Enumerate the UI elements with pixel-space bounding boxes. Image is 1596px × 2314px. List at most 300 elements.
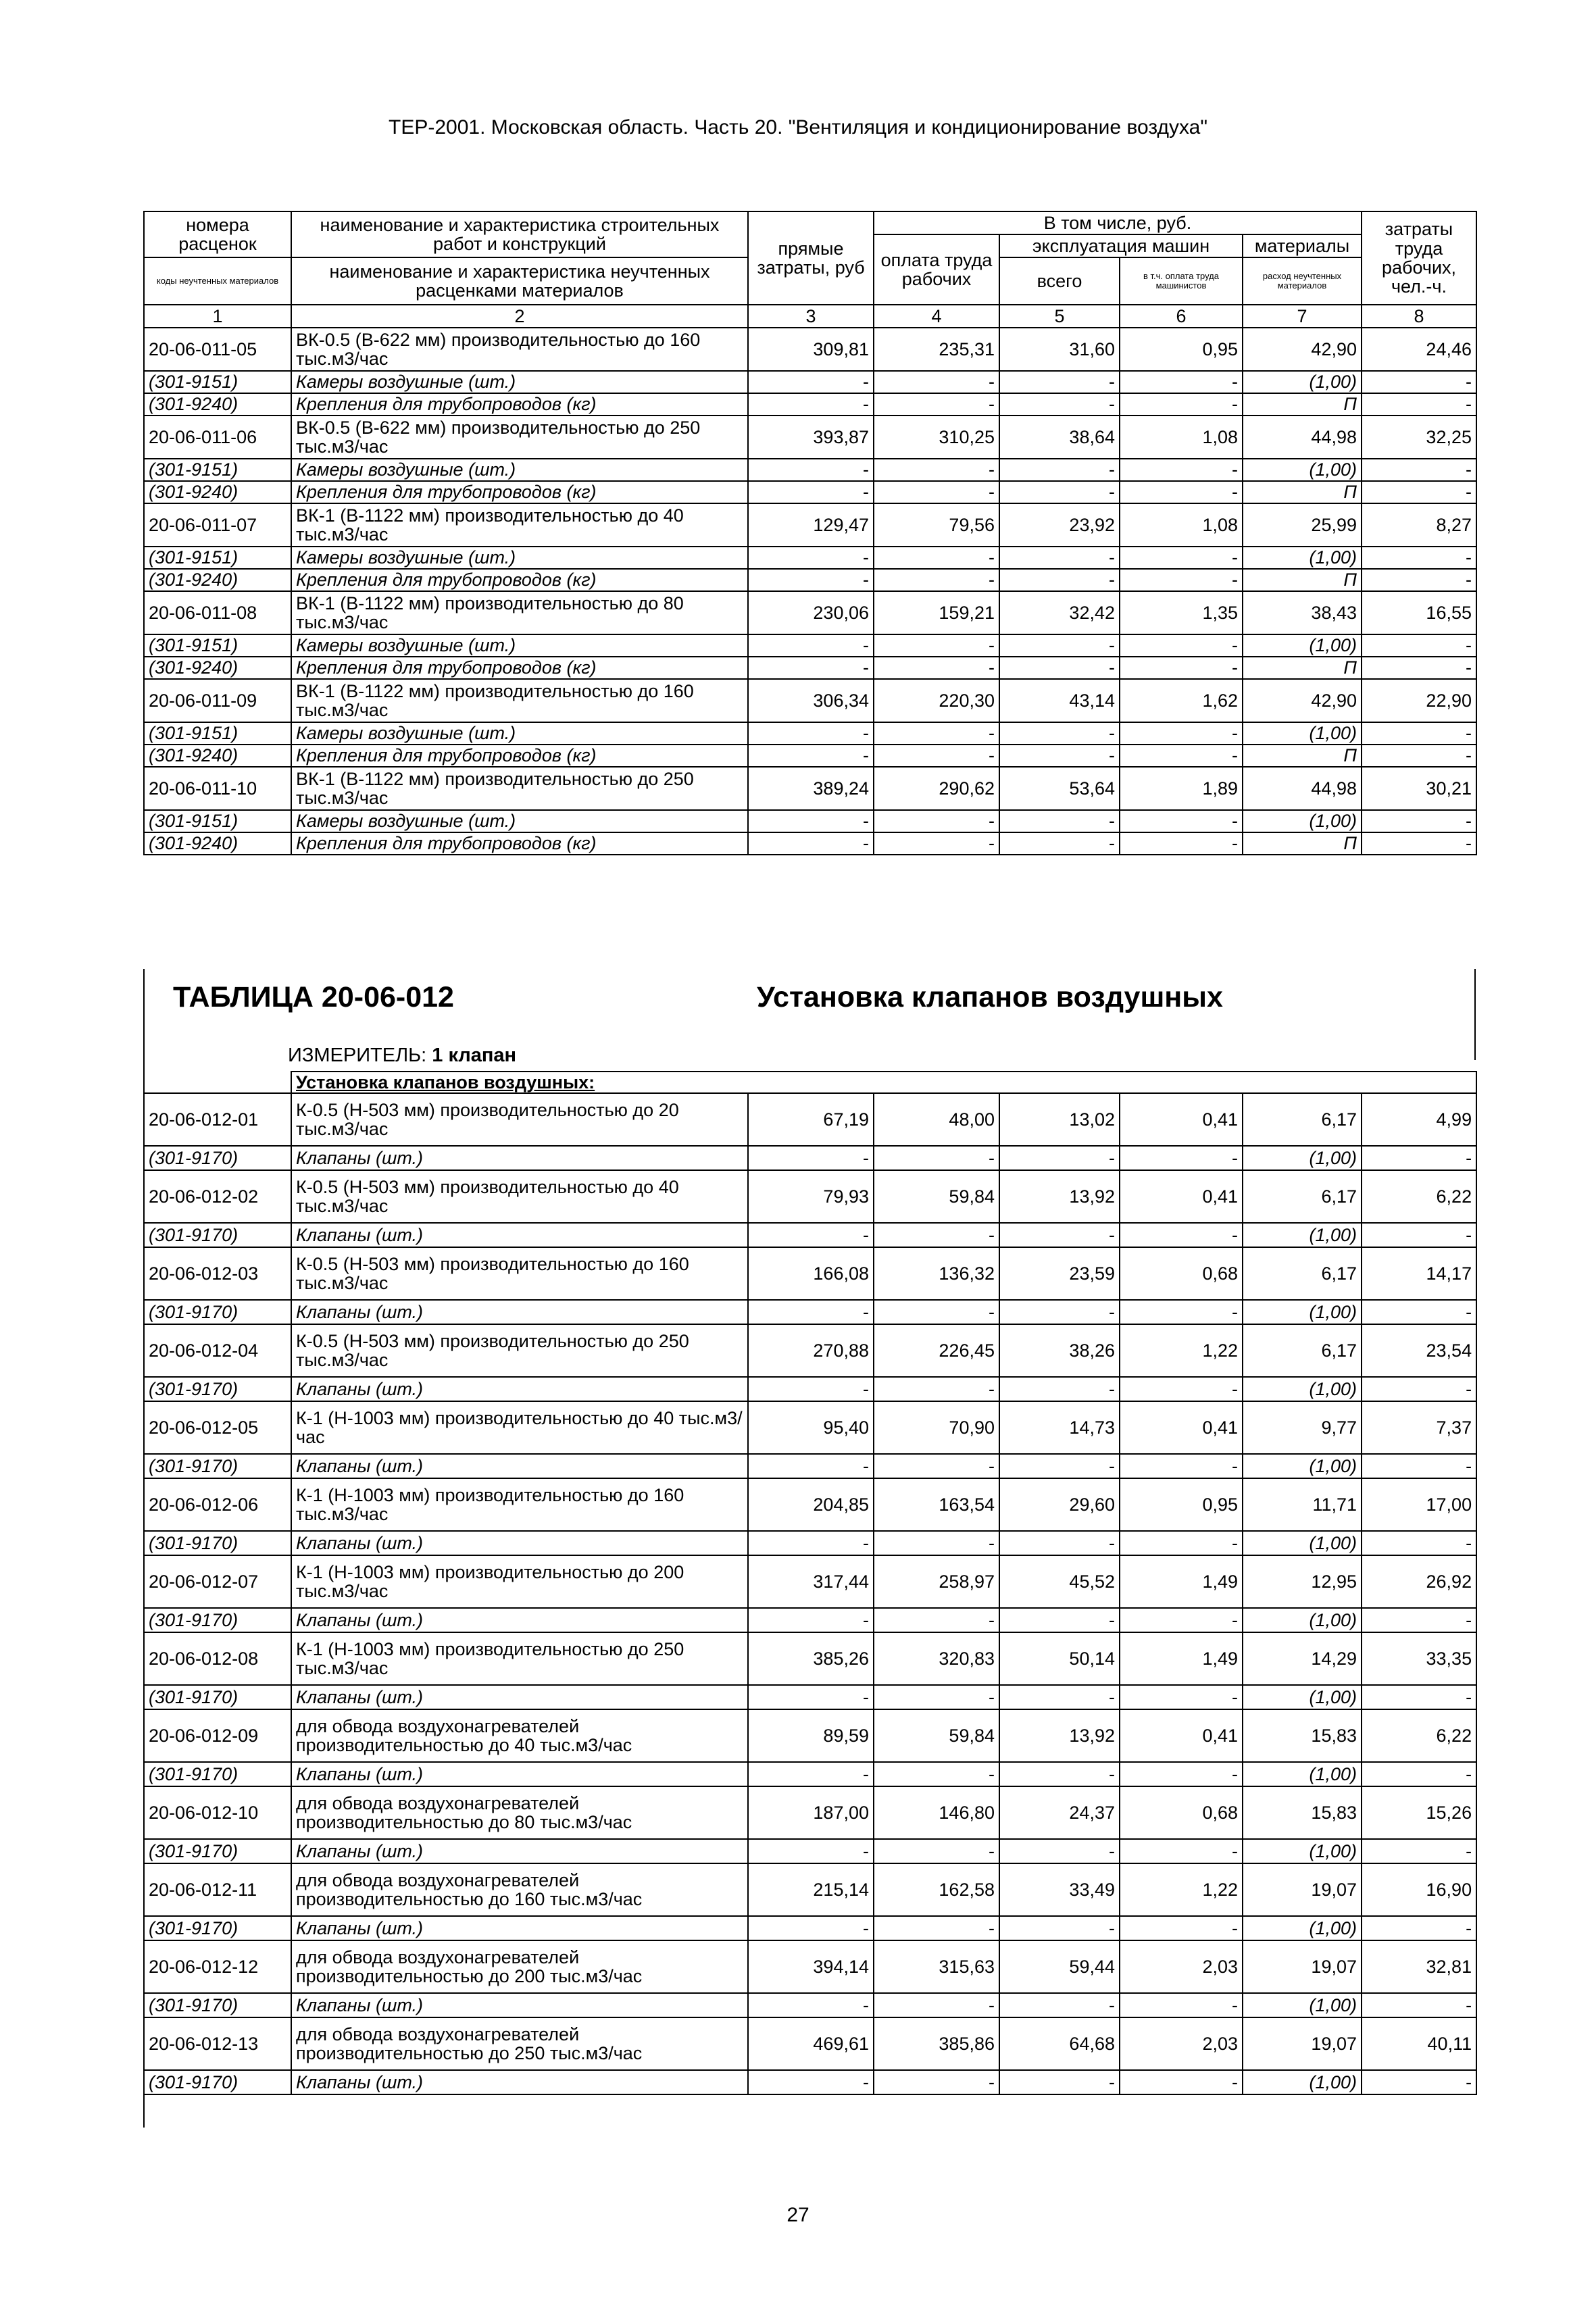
dash-cell: - — [874, 810, 999, 832]
material-name: Крепления для трубопроводов (кг) — [291, 393, 748, 416]
value-cell: 32,25 — [1362, 416, 1476, 459]
rate-description: К-1 (Н-1003 мм) производительностью до 160 тыс.м3/час — [291, 1478, 748, 1531]
table-row — [144, 1247, 1476, 1300]
rate-description: ВК-0.5 (В-622 мм) производительностью до 250 тыс.м3/час — [291, 416, 748, 459]
value-cell: 187,00 — [748, 1786, 874, 1839]
value-cell: 26,92 — [1362, 1555, 1476, 1608]
material-code: (301-9170) — [144, 2070, 291, 2094]
dash-cell: - — [1120, 1993, 1243, 2017]
value-cell: 6,17 — [1243, 1170, 1362, 1223]
value-cell: 469,61 — [748, 2017, 874, 2070]
value-cell: 17,00 — [1362, 1478, 1476, 1531]
dash-cell: - — [874, 1300, 999, 1324]
dash-cell: - — [748, 1685, 874, 1709]
dash-cell: - — [874, 1608, 999, 1632]
rate-description: К-0.5 (Н-503 мм) производительностью до 160 тыс.м3/час — [291, 1247, 748, 1300]
value-cell: 15,83 — [1243, 1786, 1362, 1839]
value-cell: 79,56 — [874, 503, 999, 547]
dash-cell: - — [1120, 547, 1243, 569]
value-cell: 44,98 — [1243, 767, 1362, 810]
dash-cell: - — [1362, 1146, 1476, 1170]
value-cell: 317,44 — [748, 1555, 874, 1608]
value-cell: 0,68 — [1120, 1786, 1243, 1839]
value-cell: 310,25 — [874, 416, 999, 459]
material-qty: (1,00) — [1243, 1608, 1362, 1632]
dash-cell: - — [999, 810, 1120, 832]
dash-cell: - — [874, 371, 999, 393]
value-cell: 230,06 — [748, 591, 874, 634]
dash-cell: - — [999, 832, 1120, 855]
material-qty: (1,00) — [1243, 1300, 1362, 1324]
material-name: Крепления для трубопроводов (кг) — [291, 832, 748, 855]
dash-cell: - — [999, 1916, 1120, 1940]
dash-cell: - — [874, 547, 999, 569]
material-row — [144, 393, 1476, 416]
dash-cell: - — [1120, 393, 1243, 416]
material-qty: (1,00) — [1243, 1223, 1362, 1247]
rate-description: для обвода воздухонагревателей производительностью до 40 тыс.м3/час — [291, 1709, 748, 1762]
value-cell: 320,83 — [874, 1632, 999, 1685]
table-row — [144, 591, 1476, 634]
table-row — [144, 416, 1476, 459]
dash-cell: - — [1120, 722, 1243, 745]
material-row — [144, 1223, 1476, 1247]
dash-cell: - — [1120, 459, 1243, 481]
rate-description: ВК-1 (В-1122 мм) производительностью до 250 тыс.м3/час — [291, 767, 748, 810]
rate-code: 20-06-011-06 — [144, 416, 291, 459]
dash-cell: - — [874, 657, 999, 679]
table-row — [144, 767, 1476, 810]
value-cell: 48,00 — [874, 1093, 999, 1146]
material-qty: (1,00) — [1243, 1993, 1362, 2017]
rate-code: 20-06-012-09 — [144, 1709, 291, 1762]
value-cell: 0,41 — [1120, 1401, 1243, 1454]
material-qty: (1,00) — [1243, 1377, 1362, 1401]
material-code: (301-9170) — [144, 1608, 291, 1632]
dash-cell: - — [748, 1762, 874, 1786]
material-row — [144, 1762, 1476, 1786]
material-code: (301-9151) — [144, 722, 291, 745]
value-cell: 24,37 — [999, 1786, 1120, 1839]
dash-cell: - — [999, 1146, 1120, 1170]
dash-cell: - — [999, 547, 1120, 569]
value-cell: 15,83 — [1243, 1709, 1362, 1762]
page-header: ТЕР-2001. Московская область. Часть 20. "Вентиляция и кондиционирование воздуха" — [389, 116, 1207, 139]
frame-right — [1474, 969, 1476, 1060]
value-cell: 0,41 — [1120, 1170, 1243, 1223]
value-cell: 1,08 — [1120, 503, 1243, 547]
dash-cell: - — [1362, 569, 1476, 591]
dash-cell: - — [1362, 1839, 1476, 1863]
material-name: Клапаны (шт.) — [291, 1839, 748, 1863]
value-cell: 59,84 — [874, 1709, 999, 1762]
value-cell: 95,40 — [748, 1401, 874, 1454]
rate-code: 20-06-011-05 — [144, 328, 291, 371]
dash-cell: - — [748, 459, 874, 481]
value-cell: 14,73 — [999, 1401, 1120, 1454]
dash-cell: - — [999, 2070, 1120, 2094]
value-cell: 6,17 — [1243, 1247, 1362, 1300]
value-cell: 89,59 — [748, 1709, 874, 1762]
material-row — [144, 459, 1476, 481]
value-cell: 79,93 — [748, 1170, 874, 1223]
dash-cell: - — [1120, 1223, 1243, 1247]
page-number: 27 — [787, 2204, 809, 2226]
value-cell: 38,26 — [999, 1324, 1120, 1377]
dash-cell: - — [1362, 1223, 1476, 1247]
material-row — [144, 1993, 1476, 2017]
table-row — [144, 1478, 1476, 1531]
material-code: (301-9170) — [144, 1993, 291, 2017]
value-cell: 40,11 — [1362, 2017, 1476, 2070]
dash-cell: - — [1120, 634, 1243, 657]
value-cell: 22,90 — [1362, 679, 1476, 722]
material-row — [144, 569, 1476, 591]
col-num: 6 — [1120, 305, 1243, 328]
dash-cell: - — [999, 1223, 1120, 1247]
table-number: ТАБЛИЦА 20-06-012 — [173, 981, 454, 1013]
value-cell: 7,37 — [1362, 1401, 1476, 1454]
dash-cell: - — [999, 722, 1120, 745]
material-row — [144, 547, 1476, 569]
rate-code: 20-06-011-08 — [144, 591, 291, 634]
dash-cell: - — [748, 745, 874, 767]
rate-description: для обвода воздухонагревателей производительностью до 250 тыс.м3/час — [291, 2017, 748, 2070]
machines-header: эксплуатация машин — [999, 234, 1243, 257]
material-code: (301-9151) — [144, 810, 291, 832]
rate-code: 20-06-012-10 — [144, 1786, 291, 1839]
value-cell: 32,42 — [999, 591, 1120, 634]
dash-cell: - — [874, 1531, 999, 1555]
value-cell: 23,54 — [1362, 1324, 1476, 1377]
value-cell: 31,60 — [999, 328, 1120, 371]
material-name: Клапаны (шт.) — [291, 2070, 748, 2094]
rate-code: 20-06-011-09 — [144, 679, 291, 722]
rate-description: ВК-1 (В-1122 мм) производительностью до 160 тыс.м3/час — [291, 679, 748, 722]
value-cell: 53,64 — [999, 767, 1120, 810]
meter — [288, 1045, 516, 1067]
value-cell: 385,26 — [748, 1632, 874, 1685]
material-qty: (1,00) — [1243, 2070, 1362, 2094]
material-name: Клапаны (шт.) — [291, 1993, 748, 2017]
dash-cell: - — [1362, 1762, 1476, 1786]
dash-cell: - — [1362, 1685, 1476, 1709]
value-cell: 204,85 — [748, 1478, 874, 1531]
rate-description: К-0.5 (Н-503 мм) производительностью до 20 тыс.м3/час — [291, 1093, 748, 1146]
material-name: Клапаны (шт.) — [291, 1531, 748, 1555]
material-qty: (1,00) — [1243, 1146, 1362, 1170]
dash-cell: - — [748, 481, 874, 503]
dash-cell: - — [874, 1223, 999, 1247]
material-name: Камеры воздушные (шт.) — [291, 810, 748, 832]
value-cell: 146,80 — [874, 1786, 999, 1839]
value-cell: 32,81 — [1362, 1940, 1476, 1993]
material-row — [144, 1685, 1476, 1709]
table-row — [144, 1786, 1476, 1839]
value-cell: 220,30 — [874, 679, 999, 722]
column-numbers-row — [144, 305, 1476, 328]
material-code: (301-9170) — [144, 1377, 291, 1401]
dash-cell: - — [1120, 657, 1243, 679]
material-name: Клапаны (шт.) — [291, 1762, 748, 1786]
value-cell: 0,95 — [1120, 1478, 1243, 1531]
rate-description: для обвода воздухонагревателей производительностью до 200 тыс.м3/час — [291, 1940, 748, 1993]
value-cell: 6,17 — [1243, 1093, 1362, 1146]
material-row — [144, 810, 1476, 832]
rate-code: 20-06-012-05 — [144, 1401, 291, 1454]
table-header — [144, 211, 1476, 328]
table-body — [144, 1093, 1476, 2094]
rate-code: 20-06-012-03 — [144, 1247, 291, 1300]
material-qty: П — [1243, 832, 1362, 855]
table-name: Установка клапанов воздушных — [757, 981, 1223, 1013]
material-qty: П — [1243, 569, 1362, 591]
dash-cell: - — [1120, 1531, 1243, 1555]
col-num: 1 — [144, 305, 291, 328]
dash-cell: - — [748, 1223, 874, 1247]
value-cell: 25,99 — [1243, 503, 1362, 547]
value-cell: 394,14 — [748, 1940, 874, 1993]
col-1-bottom: коды неучтенных материалов — [144, 257, 291, 305]
dash-cell: - — [748, 1993, 874, 2017]
material-name: Клапаны (шт.) — [291, 1454, 748, 1478]
value-cell: 1,62 — [1120, 679, 1243, 722]
value-cell: 270,88 — [748, 1324, 874, 1377]
dash-cell: - — [999, 1300, 1120, 1324]
rate-code: 20-06-012-06 — [144, 1478, 291, 1531]
materials-header: материалы — [1243, 234, 1362, 257]
value-cell: 38,64 — [999, 416, 1120, 459]
value-cell: 1,35 — [1120, 591, 1243, 634]
material-name: Клапаны (шт.) — [291, 1223, 748, 1247]
value-cell: 1,49 — [1120, 1555, 1243, 1608]
dash-cell: - — [1362, 371, 1476, 393]
material-code: (301-9170) — [144, 1916, 291, 1940]
rate-description: К-1 (Н-1003 мм) производительностью до 200 тыс.м3/час — [291, 1555, 748, 1608]
dash-cell: - — [874, 1454, 999, 1478]
value-cell: 19,07 — [1243, 1863, 1362, 1916]
dash-cell: - — [1120, 1762, 1243, 1786]
dash-cell: - — [748, 722, 874, 745]
value-cell: 0,41 — [1120, 1093, 1243, 1146]
value-cell: 12,95 — [1243, 1555, 1362, 1608]
value-cell: 0,95 — [1120, 328, 1243, 371]
value-cell: 6,17 — [1243, 1324, 1362, 1377]
value-cell: 42,90 — [1243, 679, 1362, 722]
rate-code: 20-06-011-10 — [144, 767, 291, 810]
dash-cell: - — [999, 634, 1120, 657]
value-cell: 13,92 — [999, 1709, 1120, 1762]
material-code: (301-9151) — [144, 634, 291, 657]
value-cell: 45,52 — [999, 1555, 1120, 1608]
value-cell: 50,14 — [999, 1632, 1120, 1685]
value-cell: 1,22 — [1120, 1863, 1243, 1916]
material-name: Крепления для трубопроводов (кг) — [291, 745, 748, 767]
dash-cell: - — [999, 1762, 1120, 1786]
material-code: (301-9240) — [144, 832, 291, 855]
value-cell: 14,17 — [1362, 1247, 1476, 1300]
value-cell: 0,41 — [1120, 1709, 1243, 1762]
col-num: 7 — [1243, 305, 1362, 328]
table-row — [144, 1709, 1476, 1762]
table-row — [144, 1632, 1476, 1685]
material-row — [144, 745, 1476, 767]
material-name: Клапаны (шт.) — [291, 1608, 748, 1632]
meter-label: ИЗМЕРИТЕЛЬ: — [288, 1045, 427, 1066]
value-cell: 15,26 — [1362, 1786, 1476, 1839]
dash-cell: - — [748, 371, 874, 393]
dash-cell: - — [874, 634, 999, 657]
rate-description: ВК-1 (В-1122 мм) производительностью до 40 тыс.м3/час — [291, 503, 748, 547]
material-qty: (1,00) — [1243, 1916, 1362, 1940]
meter-value: 1 клапан — [432, 1045, 517, 1066]
value-cell: 1,22 — [1120, 1324, 1243, 1377]
dash-cell: - — [874, 832, 999, 855]
value-cell: 19,07 — [1243, 1940, 1362, 1993]
material-code: (301-9151) — [144, 459, 291, 481]
value-cell: 393,87 — [748, 416, 874, 459]
material-row — [144, 371, 1476, 393]
value-cell: 4,99 — [1362, 1093, 1476, 1146]
col-2-top: наименование и характеристика строительных работ и конструкций — [291, 211, 748, 257]
dash-cell: - — [748, 1377, 874, 1401]
dash-cell: - — [1120, 481, 1243, 503]
group-header: В том числе, руб. — [874, 211, 1362, 234]
value-cell: 159,21 — [874, 591, 999, 634]
dash-cell: - — [999, 1377, 1120, 1401]
dash-cell: - — [874, 481, 999, 503]
material-row — [144, 1608, 1476, 1632]
dash-cell: - — [1362, 547, 1476, 569]
col-num: 5 — [999, 305, 1120, 328]
material-code: (301-9170) — [144, 1531, 291, 1555]
material-code: (301-9240) — [144, 745, 291, 767]
rate-description: ВК-1 (В-1122 мм) производительностью до 80 тыс.м3/час — [291, 591, 748, 634]
dash-cell: - — [1120, 832, 1243, 855]
material-name: Камеры воздушные (шт.) — [291, 722, 748, 745]
value-cell: 235,31 — [874, 328, 999, 371]
material-qty: (1,00) — [1243, 1685, 1362, 1709]
dash-cell: - — [999, 1608, 1120, 1632]
rate-code: 20-06-012-07 — [144, 1555, 291, 1608]
material-code: (301-9170) — [144, 1146, 291, 1170]
dash-cell: - — [1120, 1916, 1243, 1940]
material-code: (301-9151) — [144, 547, 291, 569]
value-cell: 64,68 — [999, 2017, 1120, 2070]
dash-cell: - — [874, 459, 999, 481]
value-cell: 13,92 — [999, 1170, 1120, 1223]
dash-cell: - — [874, 1377, 999, 1401]
value-cell: 136,32 — [874, 1247, 999, 1300]
value-cell: 70,90 — [874, 1401, 999, 1454]
table-row — [144, 1170, 1476, 1223]
rate-description: К-0.5 (Н-503 мм) производительностью до 250 тыс.м3/час — [291, 1324, 748, 1377]
section-row — [144, 1072, 1476, 1093]
material-qty: (1,00) — [1243, 1839, 1362, 1863]
material-row — [144, 1377, 1476, 1401]
value-cell: 43,14 — [999, 679, 1120, 722]
dash-cell: - — [1362, 459, 1476, 481]
value-cell: 16,55 — [1362, 591, 1476, 634]
material-row — [144, 1454, 1476, 1478]
material-code: (301-9240) — [144, 657, 291, 679]
col-6-header: в т.ч. оплата труда машинистов — [1120, 257, 1243, 305]
dash-cell: - — [1362, 657, 1476, 679]
dash-cell: - — [874, 1146, 999, 1170]
table-row — [144, 1555, 1476, 1608]
value-cell: 44,98 — [1243, 416, 1362, 459]
dash-cell: - — [748, 1300, 874, 1324]
dash-cell: - — [1362, 810, 1476, 832]
value-cell: 59,84 — [874, 1170, 999, 1223]
material-qty: П — [1243, 657, 1362, 679]
dash-cell: - — [1362, 745, 1476, 767]
value-cell: 389,24 — [748, 767, 874, 810]
material-code: (301-9170) — [144, 1685, 291, 1709]
material-name: Камеры воздушные (шт.) — [291, 459, 748, 481]
dash-cell: - — [999, 1685, 1120, 1709]
material-qty: (1,00) — [1243, 371, 1362, 393]
material-name: Клапаны (шт.) — [291, 1685, 748, 1709]
dash-cell: - — [999, 1839, 1120, 1863]
value-cell: 23,92 — [999, 503, 1120, 547]
value-cell: 0,68 — [1120, 1247, 1243, 1300]
dash-cell: - — [874, 2070, 999, 2094]
col-8-header: затраты труда рабочих, чел.-ч. — [1362, 211, 1476, 305]
dash-cell: - — [874, 569, 999, 591]
material-code: (301-9240) — [144, 393, 291, 416]
dash-cell: - — [1362, 1608, 1476, 1632]
value-cell: 166,08 — [748, 1247, 874, 1300]
value-cell: 1,49 — [1120, 1632, 1243, 1685]
dash-cell: - — [1362, 2070, 1476, 2094]
rate-description: для обвода воздухонагревателей производительностью до 160 тыс.м3/час — [291, 1863, 748, 1916]
value-cell: 33,35 — [1362, 1632, 1476, 1685]
dash-cell: - — [1120, 810, 1243, 832]
dash-cell: - — [1120, 1377, 1243, 1401]
col-5-header: всего — [999, 257, 1120, 305]
dash-cell: - — [748, 1454, 874, 1478]
dash-cell: - — [874, 1993, 999, 2017]
dash-cell: - — [748, 547, 874, 569]
rate-description: К-1 (Н-1003 мм) производительностью до 40 тыс.м3/час — [291, 1401, 748, 1454]
col-num: 2 — [291, 305, 748, 328]
rate-code: 20-06-012-01 — [144, 1093, 291, 1146]
rate-code: 20-06-012-04 — [144, 1324, 291, 1377]
rate-code: 20-06-012-02 — [144, 1170, 291, 1223]
material-name: Крепления для трубопроводов (кг) — [291, 657, 748, 679]
col-1-top: номера расценок — [144, 211, 291, 257]
material-qty: П — [1243, 393, 1362, 416]
material-qty: (1,00) — [1243, 1762, 1362, 1786]
material-name: Клапаны (шт.) — [291, 1300, 748, 1324]
material-name: Камеры воздушные (шт.) — [291, 371, 748, 393]
col-7-header: расход неучтенных материалов — [1243, 257, 1362, 305]
value-cell: 306,34 — [748, 679, 874, 722]
col-num: 8 — [1362, 305, 1476, 328]
value-cell: 215,14 — [748, 1863, 874, 1916]
material-row — [144, 832, 1476, 855]
value-cell: 24,46 — [1362, 328, 1476, 371]
table-row — [144, 679, 1476, 722]
rate-code: 20-06-012-13 — [144, 2017, 291, 2070]
dash-cell: - — [1362, 1531, 1476, 1555]
material-qty: П — [1243, 481, 1362, 503]
col-2-bottom: наименование и характеристика неучтенных расценками материалов — [291, 257, 748, 305]
rate-description: ВК-0.5 (В-622 мм) производительностью до 160 тыс.м3/час — [291, 328, 748, 371]
rates-table-011 — [143, 211, 1477, 855]
value-cell: 162,58 — [874, 1863, 999, 1916]
